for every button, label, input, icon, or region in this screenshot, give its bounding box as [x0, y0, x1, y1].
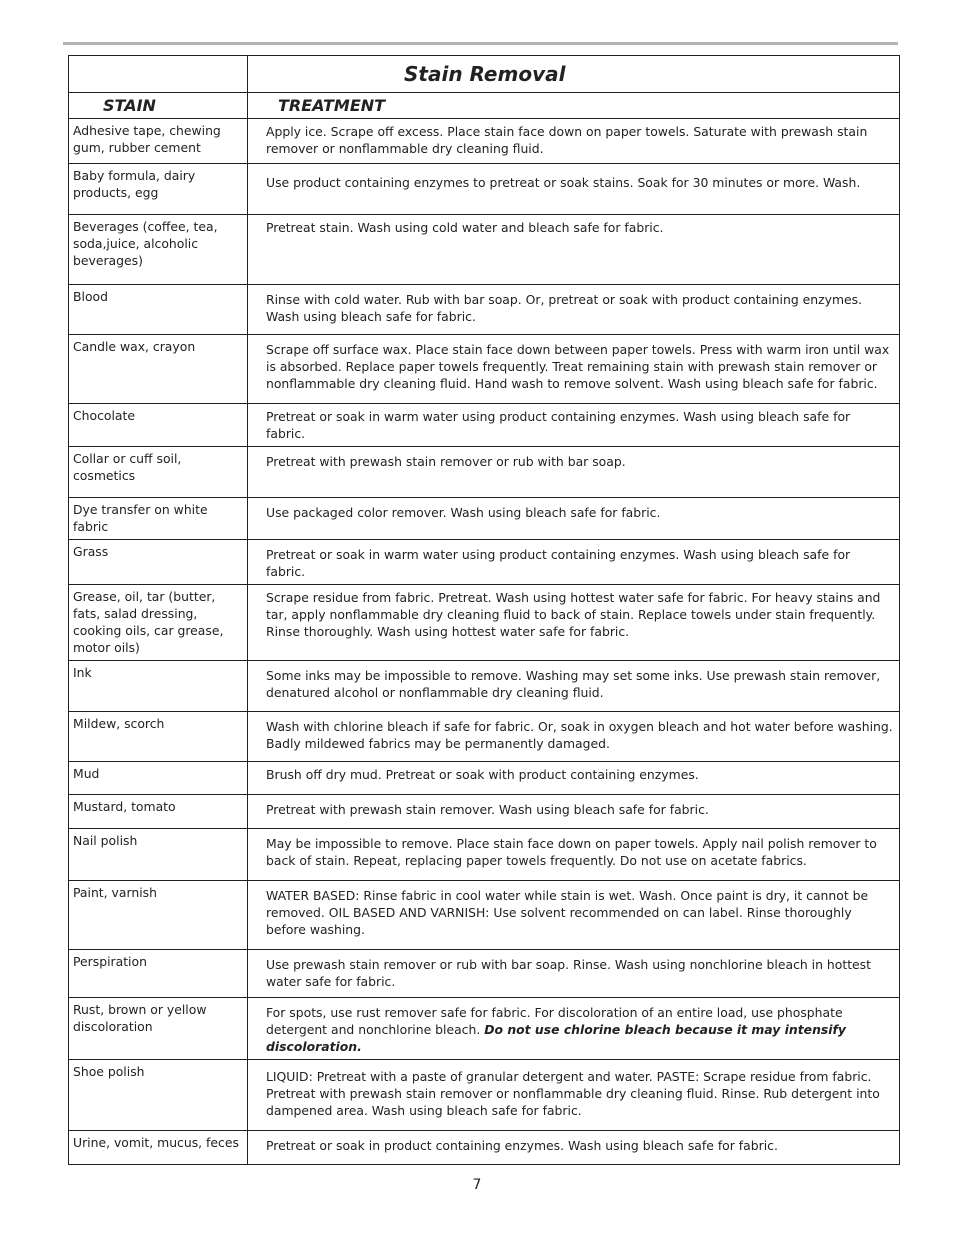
treatment-cell: Pretreat or soak in warm water using product containing enzymes. Wash using bleach safe for fabric. — [248, 404, 900, 447]
treatment-cell: Scrape off surface wax. Place stain face down between paper towels. Press with warm iron until wax is absorbed. Replace paper towels frequently. Treat remaining stain with prewash stain remover or nonflammable dry cleaning fluid. Hand wash to remove solvent. Wash using bleach safe for fabric. — [248, 335, 900, 404]
treatment-cell: Wash with chlorine bleach if safe for fabric. Or, soak in oxygen bleach and hot water before washing. Badly mildewed fabrics may be permanently damaged. — [248, 712, 900, 762]
warning-text: Do not use chlorine bleach because it may intensify discoloration. — [266, 1022, 846, 1054]
stain-cell: Nail polish — [69, 829, 248, 881]
stain-cell: Mustard, tomato — [69, 795, 248, 829]
treatment-cell: Pretreat stain. Wash using cold water and bleach safe for fabric. — [248, 215, 900, 285]
title-blank-cell — [69, 56, 248, 93]
stain-cell: Rust, brown or yellow discoloration — [69, 998, 248, 1060]
stain-cell: Beverages (coffee, tea, soda,juice, alcoholic beverages) — [69, 215, 248, 285]
stain-cell: Dye transfer on white fabric — [69, 498, 248, 540]
table-row — [69, 585, 900, 661]
table-row — [69, 998, 900, 1060]
stain-cell: Adhesive tape, chewing gum, rubber cement — [69, 119, 248, 164]
table-row — [69, 335, 900, 404]
header-row — [69, 93, 900, 119]
treatment-cell: Pretreat with prewash stain remover. Wash using bleach safe for fabric. — [248, 795, 900, 829]
table-row — [69, 119, 900, 164]
treatment-cell: LIQUID: Pretreat with a paste of granular detergent and water. PASTE: Scrape residue from fabric. Pretreat with prewash stain remover or nonflammable dry cleaning fluid. Rinse. Rub detergent into dampened area. Wash using bleach safe for fabric. — [248, 1060, 900, 1131]
treatment-cell: Use prewash stain remover or rub with bar soap. Rinse. Wash using nonchlorine bleach in hottest water safe for fabric. — [248, 950, 900, 998]
table-row — [69, 829, 900, 881]
stain-cell: Grease, oil, tar (butter, fats, salad dressing, cooking oils, car grease, motor oils) — [69, 585, 248, 661]
table-row — [69, 795, 900, 829]
stain-cell: Shoe polish — [69, 1060, 248, 1131]
stain-cell: Chocolate — [69, 404, 248, 447]
stain-removal-table — [68, 55, 900, 1165]
table-row — [69, 712, 900, 762]
treatment-cell: Rinse with cold water. Rub with bar soap. Or, pretreat or soak with product containing enzymes. Wash using bleach safe for fabric. — [248, 285, 900, 335]
stain-cell: Ink — [69, 661, 248, 712]
treatment-cell: WATER BASED: Rinse fabric in cool water while stain is wet. Wash. Once paint is dry, it cannot be removed. OIL BASED AND VARNISH: Use solvent recommended on can label. Rinse thoroughly before washing. — [248, 881, 900, 950]
treatment-cell — [248, 998, 900, 1060]
treatment-cell: Some inks may be impossible to remove. Washing may set some inks. Use prewash stain remover, denatured alcohol or nonflammable dry cleaning fluid. — [248, 661, 900, 712]
treatment-cell: Pretreat or soak in product containing enzymes. Wash using bleach safe for fabric. — [248, 1131, 900, 1165]
stain-cell: Candle wax, crayon — [69, 335, 248, 404]
stain-cell: Perspiration — [69, 950, 248, 998]
treatment-cell: Use packaged color remover. Wash using bleach safe for fabric. — [248, 498, 900, 540]
table-row — [69, 762, 900, 795]
top-rule — [63, 42, 898, 45]
treatment-cell: Brush off dry mud. Pretreat or soak with product containing enzymes. — [248, 762, 900, 795]
treatment-cell: Scrape residue from fabric. Pretreat. Wash using hottest water safe for fabric. For heavy stains and tar, apply nonflammable dry cleaning fluid to back of stain. Replace towels under stain frequently. Rinse thoroughly. Wash using hottest water safe for fabric. — [248, 585, 900, 661]
treatment-cell: Pretreat or soak in warm water using product containing enzymes. Wash using bleach safe for fabric. — [248, 540, 900, 585]
stain-cell: Paint, varnish — [69, 881, 248, 950]
title-row — [69, 56, 900, 93]
table-row — [69, 1131, 900, 1165]
treatment-cell: May be impossible to remove. Place stain face down on paper towels. Apply nail polish remover to back of stain. Repeat, replacing paper towels frequently. Do not use on acetate fabrics. — [248, 829, 900, 881]
stain-cell: Mud — [69, 762, 248, 795]
stain-cell: Urine, vomit, mucus, feces — [69, 1131, 248, 1165]
treatment-cell: Pretreat with prewash stain remover or rub with bar soap. — [248, 447, 900, 498]
table-row — [69, 498, 900, 540]
table-row — [69, 404, 900, 447]
stain-cell: Collar or cuff soil, cosmetics — [69, 447, 248, 498]
treatment-column-header: TREATMENT — [248, 93, 900, 119]
treatment-cell: Apply ice. Scrape off excess. Place stain face down on paper towels. Saturate with prewash stain remover or nonflammable dry cleaning fluid. — [248, 119, 900, 164]
stain-cell: Grass — [69, 540, 248, 585]
table-row — [69, 215, 900, 285]
page-number: 7 — [472, 1177, 482, 1193]
stain-column-header: STAIN — [69, 93, 248, 119]
table-row — [69, 164, 900, 215]
table-row — [69, 447, 900, 498]
stain-cell: Mildew, scorch — [69, 712, 248, 762]
stain-cell: Baby formula, dairy products, egg — [69, 164, 248, 215]
table-row — [69, 881, 900, 950]
treatment-text: For spots, use rust remover safe for fabric. For discoloration of an entire load, use phosphate detergent and nonchlorine bleach. — [266, 1005, 843, 1037]
table-row — [69, 285, 900, 335]
table-row — [69, 540, 900, 585]
table-row — [69, 1060, 900, 1131]
table-title: Stain Removal — [248, 56, 900, 93]
stain-cell: Blood — [69, 285, 248, 335]
table-row — [69, 661, 900, 712]
treatment-cell: Use product containing enzymes to pretreat or soak stains. Soak for 30 minutes or more. Wash. — [248, 164, 900, 215]
table-row — [69, 950, 900, 998]
